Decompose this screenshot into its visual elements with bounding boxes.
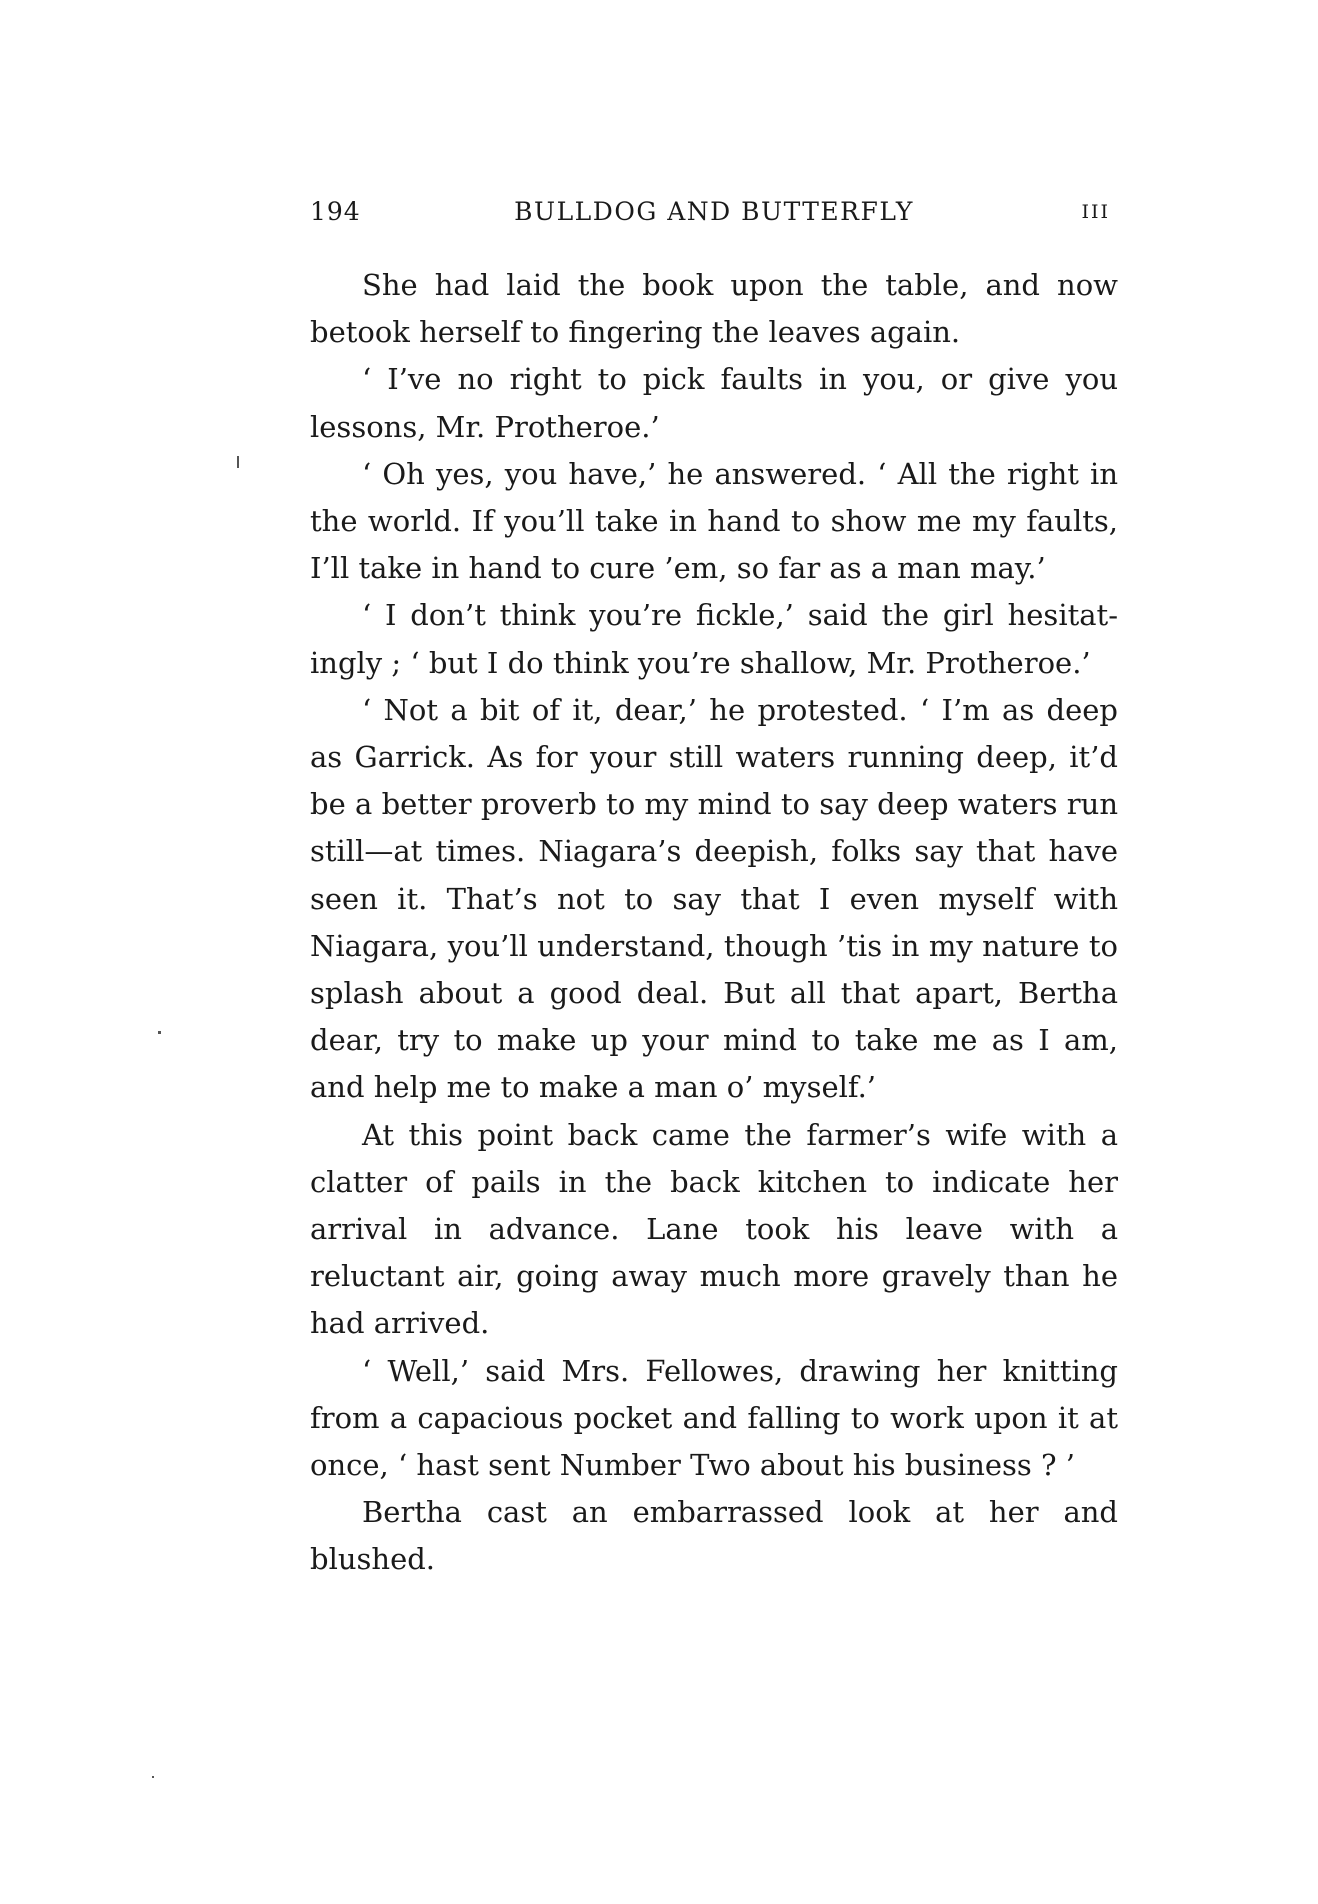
book-title: BULLDOG AND BUTTERFLY [514,197,914,226]
margin-speck [237,456,239,468]
paragraph: ‘ Not a bit of it, dear,’ he protested. ‘ I’m as deep as Garrick. As for your still waters running deep, it’d be a better proverb to my mind to say deep waters run still—at times. Niagara’s deepish, folks say that have seen it. That’s not to say that I even myself with Niagara, you’ll understand, though ’tis in my nature to splash about a good deal. But all that apart, Bertha dear, try to make up your mind to take me as I am, and help me to make a man o’ myself.’ [310,692,1118,1105]
page-number: 194 [310,197,361,226]
running-head [310,197,1118,237]
margin-speck [158,1031,161,1034]
paragraph: ‘ Oh yes, you have,’ he answered. ‘ All the right in the world. If you’ll take in hand to show me my faults, I’ll take in hand to cure ’em, so far as a man may.’ [310,456,1118,586]
chapter-number: III [1081,201,1110,223]
paragraph: At this point back came the farmer’s wife with a clatter of pails in the back kitchen to indicate her arrival in advance. Lane took his leave with a reluctant air, going away much more gravely than he had arrived. [310,1117,1118,1341]
paragraph: ‘ I don’t think you’re fickle,’ said the girl hesitatingly ; ‘ but I do think you’re shallow, Mr. Protheroe.’ [310,598,1118,680]
paragraph: ‘ I’ve no right to pick faults in you, or give you lessons, Mr. Protheroe.’ [310,362,1118,444]
paragraph: She had laid the book upon the table, and now betook herself to fingering the leaves again. [310,268,1118,350]
margin-speck [152,1776,154,1778]
paragraph: ‘ Well,’ said Mrs. Fellowes, drawing her knitting from a capacious pocket and falling to work upon it at once, ‘ hast sent Number Two about his business ? ’ [310,1353,1118,1483]
paragraph: Bertha cast an embarrassed look at her and blushed. [310,1495,1118,1577]
body-text [310,262,1118,1584]
